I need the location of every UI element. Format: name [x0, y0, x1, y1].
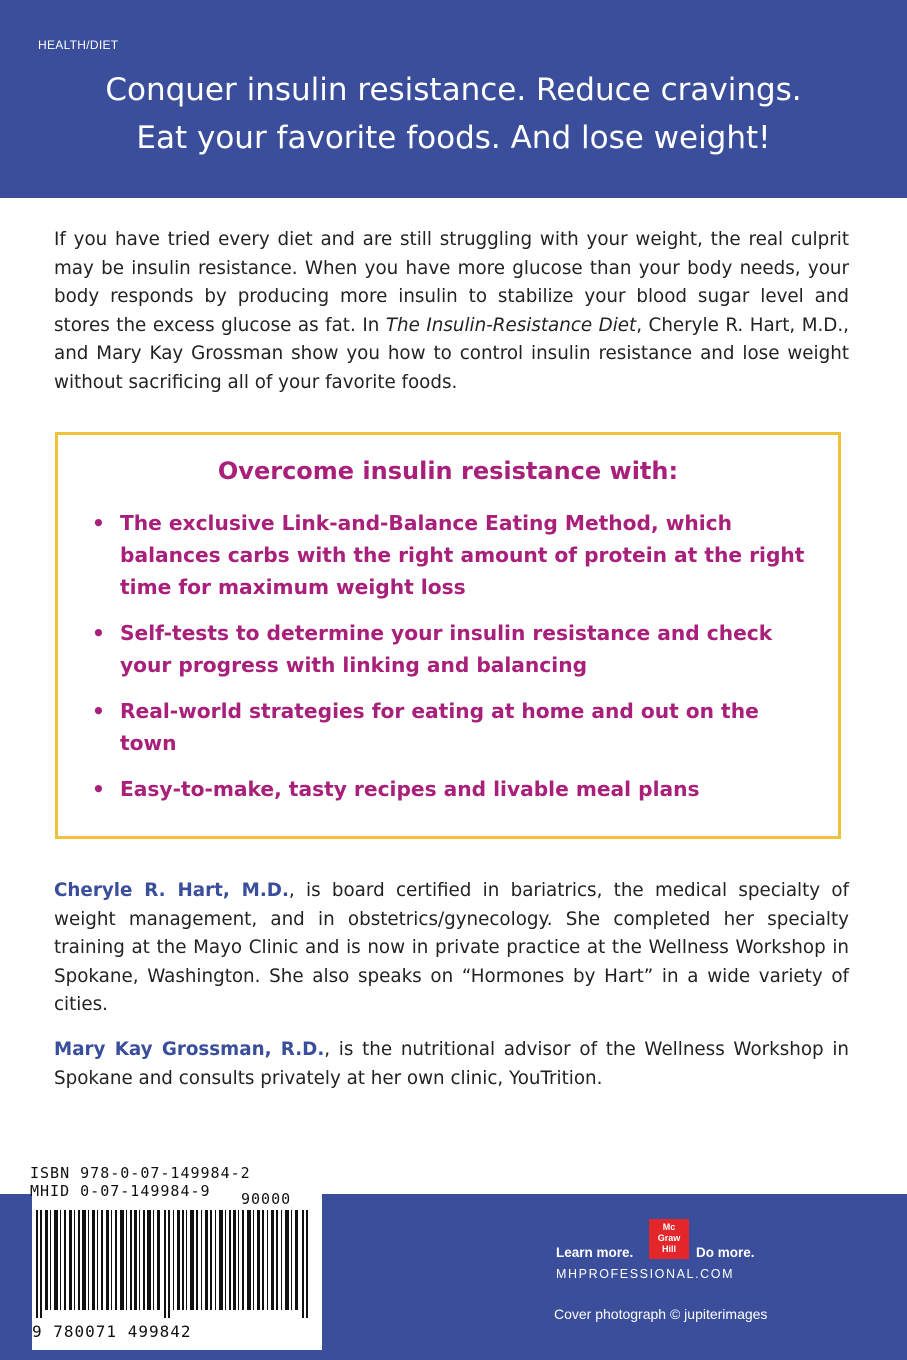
callout-bullet: • Self-tests to determine your insulin resistance and check your progress with linking and balancing [92, 617, 812, 681]
headline-line-2: Eat your favorite foods. And lose weight! [136, 120, 771, 156]
logo-text: Graw [657, 1233, 681, 1243]
author-bio-text: , is board certified in bariatrics, the medical specialty of weight management, and in obstetrics/gynecology. She completed her specialty training at the Mayo Clinic and is now in private practice at the Wellness Workshop in Spokane, Washington. She also speaks on “Hormones by Hart” in a wide variety of cities. [54, 880, 849, 1016]
callout-box [55, 432, 841, 839]
logo-text: Mc [662, 1222, 676, 1232]
author-bio-hart [54, 877, 849, 1020]
author-name: Mary Kay Grossman, R.D. [54, 1039, 325, 1060]
callout-bullet-list [92, 507, 812, 819]
tagline-left: Learn more. [556, 1245, 634, 1260]
price-code: 90000 [241, 1190, 292, 1208]
callout-bullet: • Real-world strategies for eating at home and out on the town [92, 695, 812, 759]
publisher-website: MHPROFESSIONAL.COM [556, 1267, 735, 1281]
author-bio-text: , is the nutritional advisor of the Wellness Workshop in Spokane and consults privately at her own clinic, YouTrition. [54, 1039, 849, 1089]
category-label: HEALTH/DIET [38, 38, 119, 52]
intro-text-1: If you have tried every diet and are still struggling with your weight, the real culprit may be insulin resistance. When you have more glucose than your body needs, your body responds by producing more insulin to stabilize your blood sugar level and stores the excess glucose as fat. In [54, 229, 849, 336]
intro-text-2: , Cheryle R. Hart, M.D., and Mary Kay Grossman show you how to control insulin resistance and lose weight without sacrificing all of your favorite foods. [54, 314, 849, 393]
headline-line-1: Conquer insulin resistance. Reduce cravings. [105, 72, 802, 108]
logo-text: Hill [661, 1244, 676, 1254]
tagline-right: Do more. [696, 1245, 755, 1260]
mhid-text: MHID 0-07-149984-9 [30, 1182, 211, 1200]
publisher-logo-icon [649, 1219, 689, 1259]
author-name: Cheryle R. Hart, M.D. [54, 880, 289, 901]
callout-bullet: • The exclusive Link-and-Balance Eating Method, which balances carbs with the right amount of protein at the right time for maximum weight loss [92, 507, 812, 603]
callout-title: Overcome insulin resistance with: [217, 457, 679, 485]
intro-paragraph [54, 226, 849, 398]
isbn-text: ISBN 978-0-07-149984-2 [30, 1164, 251, 1182]
callout-bullet: • Easy-to-make, tasty recipes and livable meal plans [92, 773, 812, 805]
headline [0, 66, 907, 162]
ean-number: 9 780071 499842 [32, 1322, 192, 1341]
photo-credit: Cover photograph © jupiterimages [554, 1306, 768, 1322]
barcode-icon [36, 1210, 312, 1318]
book-title: The Insulin-Resistance Diet [385, 314, 637, 336]
author-bio-grossman [54, 1036, 849, 1093]
